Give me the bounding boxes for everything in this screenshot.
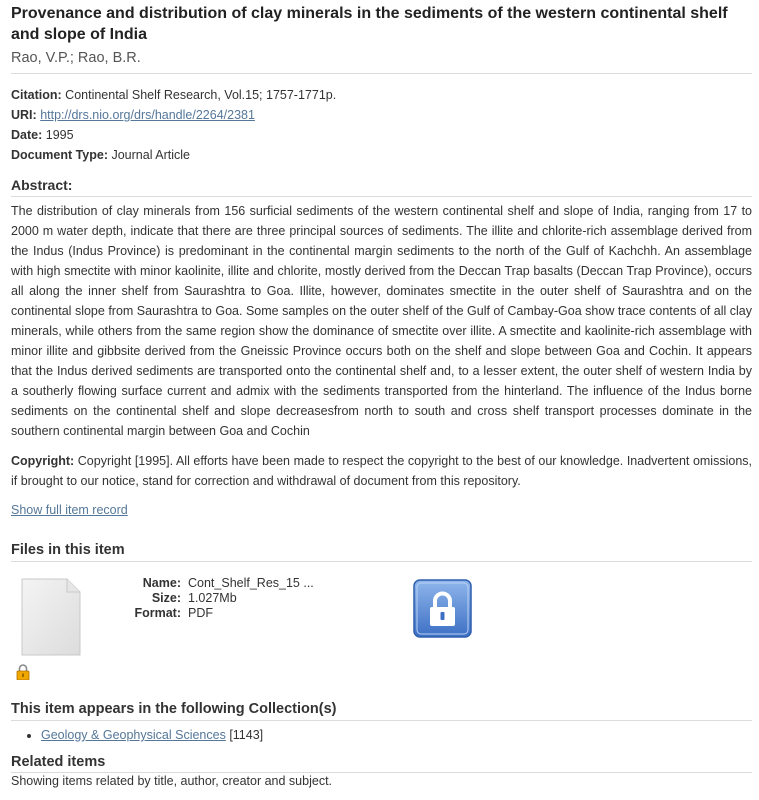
list-item [41,725,752,745]
collections-heading: This item appears in the following Collection(s) [11,701,337,717]
divider [11,73,752,74]
file-size-value: 1.027Mb [188,591,237,605]
uri-label: URI: [11,108,37,122]
file-metadata [121,576,314,621]
related-items-subtitle: Showing items related by title, author, creator and subject. [11,774,333,788]
file-size-row [121,591,314,606]
copyright-text: Copyright [1995]. All efforts have been made to respect the copyright to the best of our knowledge. Inadvertent omissions, if brought to our notice, stand for correction and withdrawal of document from this repository. [11,454,752,488]
citation-row [11,85,752,105]
item-title: Provenance and distribution of clay minerals in the sediments of the western continental shelf and slope of India [11,5,728,43]
collections-list [11,725,752,745]
document-type-value: Journal Article [111,148,190,162]
file-format-row [121,606,314,621]
collection-link[interactable]: Geology & Geophysical Sciences [41,728,226,742]
abstract-text: The distribution of clay minerals from 156 surficial sediments of the western continental shelf and slope of India, ranging from 17 to 2000 m water depth, indicate that there are three principal sources of sediments. The illite and chlorite-rich assemblage derived from the Indus (Indus Province) is predominant in the continental margin sediments to the north of the Gulf of Kachchh. An assemblage with high smectite with minor kaolinite, illite and chlorite, mostly derived from the Deccan Trap basalts (Deccan Trap Province), occurs all along the inner shelf from Saurashtra to Goa. Illite, however, dominates smectite in the outer shelf of Saurashtra and on the continental slope from Saurashtra to Goa. Some samples on the outer shelf of the Gulf of Cambay-Goa show trace contents of all clay minerals, while others from the same region show the dominance of smectite over illite. A smectite and kaolinite-rich assemblage with minor illite and gibbsite derived from the Gneissic Province occurs both on the shelf and slope between Goa and Cochin. It appears that the Indus derived sediments are transported onto the continental shelf and, to a lesser extent, the outer shelf of western India by a southerly flowing surface current and admix with the sediments transported from the hinterland. The influence of the Indus borne sediments on the continental shelf and slope decreasesfrom north to south and cross shelf transport processes dominate in the southern continental margin between Goa and Cochin [11,204,752,438]
restricted-lock-icon[interactable] [413,579,472,638]
divider [11,196,752,197]
files-heading: Files in this item [11,542,125,558]
document-type-label: Document Type: [11,148,108,162]
citation-label: Citation: [11,88,62,102]
citation-value: Continental Shelf Research, Vol.15; 1757-1771p. [65,88,337,102]
related-items-heading: Related items [11,754,106,770]
item-authors: Rao, V.P.; Rao, B.R. [11,50,141,66]
date-row [11,125,752,145]
file-name-row [121,576,314,591]
file-item [11,562,752,694]
item-metadata [11,85,752,165]
file-format-label: Format: [134,606,181,620]
lock-icon [16,664,30,680]
collection-count: [1143] [229,728,264,742]
show-full-item-record-link[interactable]: Show full item record [11,503,128,517]
file-format-value: PDF [188,606,213,620]
uri-link[interactable]: http://drs.nio.org/drs/handle/2264/2381 [40,108,255,122]
item-view [11,3,752,789]
abstract-heading: Abstract: [11,177,73,193]
copyright-label: Copyright: [11,454,75,468]
file-size-label: Size: [151,591,181,605]
file-name-value: Cont_Shelf_Res_15 ... [188,576,314,590]
copyright-statement [11,451,752,491]
date-value: 1995 [45,128,74,142]
date-label: Date: [11,128,43,142]
pdf-thumbnail-icon[interactable] [21,578,81,656]
file-name-label: Name: [142,576,181,590]
divider [11,720,752,721]
document-type-row [11,145,752,165]
uri-row [11,105,752,125]
